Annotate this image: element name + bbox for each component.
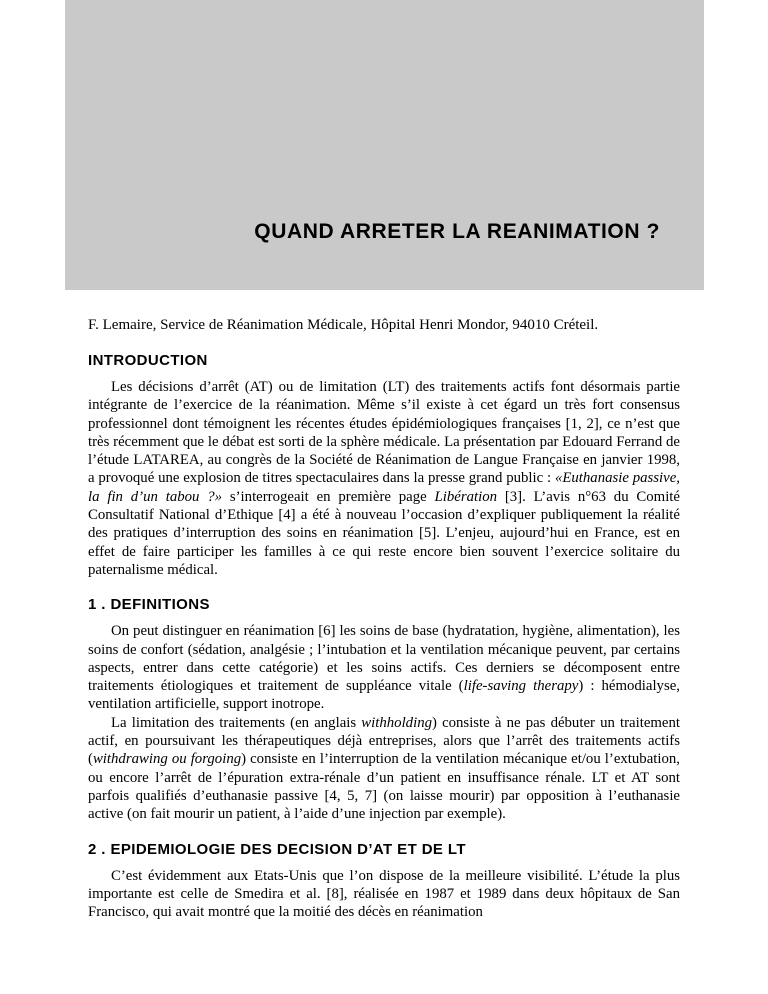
text-run: ) : hémodialyse, ventilation artificielle, support inotrope. [88,678,680,713]
page-content [88,290,680,921]
text-run: La limitation des traitements (en anglais [111,714,362,731]
text-run: ) consiste en l’interruption de la ventilation mécanique et/ou l’extubation, ou encore l’arrêt de l’épuration extra-rénale d’un patient en insuffisance rénale. LT et AT sont parfois qualifiés d’euthanasie passive [4, 5, 7] (on laisse mourir) par opposition à l’euthanasie active (on fait mourir un patient, à l’aide d’une injection par exemple). [88,751,680,823]
text-run-italic: Libération [434,488,497,505]
text-run-italic: «Euthanasie passive, la fin d’un tabou ?» [88,470,680,505]
document-title: QUAND ARRETER LA REANIMATION ? [254,220,660,243]
text-run: s’interrogeait en première page [222,488,435,505]
paragraph-definitions-2 [88,714,680,824]
section-heading-epidemiologie: 2 . EPIDEMIOLOGIE DES DECISION D’AT ET DE LT [88,840,466,858]
section-heading-definitions: 1 . DEFINITIONS [88,596,210,614]
text-run: ) consiste à ne pas débuter un traitement actif, en poursuivant les thérapeutiques déjà entreprises, alors que l’arrêt des traitements actifs ( [88,714,680,768]
paragraph-introduction [88,378,680,579]
text-run-italic: withdrawing ou forgoing [92,751,242,768]
section-heading-introduction: INTRODUCTION [88,352,208,369]
title-banner [65,0,704,290]
text-run: [3]. L’avis n°63 du Comité Consultatif National d’Ethique [4] a été à nouveau l’occasion d’expliquer publiquement la réalité des pratiques d’interruption des soins en réanimation [5]. L’enjeu, aujourd’hui en France, est en effet de faire participer les familles à ce qui reste encore bien souvent l’exercice solitaire du paternalisme médical. [88,488,680,578]
paragraph-epidemiologie [88,867,680,922]
paragraph-definitions-1 [88,622,680,713]
text-run-italic: life-saving therapy [463,678,579,695]
text-run: On peut distinguer en réanimation [6] les soins de base (hydratation, hygiène, alimentation), les soins de confort (sédation, analgésie ; l’intubation et la ventilation mécanique peuvent, par certains aspects, entrer dans cette catégorie) et les soins actifs. Ces derniers se décomposent entre traitements étiologiques et traitement de suppléance vitale ( [88,623,680,695]
text-run: Les décisions d’arrêt (AT) ou de limitation (LT) des traitements actifs font désormais partie intégrante de l’exercice de la réanimation. Même s’il existe à cet égard un très fort consensus professionnel dont témoignent les récentes études épidémiologiques françaises [1, 2], ce n’est que très récemment que le débat est sorti de la sphère médicale. La présentation par Edouard Ferrand de l’étude LATAREA, au congrès de la Société de Réanimation de Langue Française en janvier 1998, a provoqué une explosion de titres spectaculaires dans la presse grand public : [88,379,680,487]
text-run: C’est évidemment aux Etats-Unis que l’on dispose de la meilleure visibilité. L’étude la plus importante est celle de Smedira et al. [8], réalisée en 1987 et 1989 dans deux hôpitaux de San Francisco, qui avait montré que la moitié des décès en réanimation [88,867,680,921]
text-run-italic: withholding [361,714,432,731]
author-line: F. Lemaire, Service de Réanimation Médicale, Hôpital Henri Mondor, 94010 Créteil. [88,317,599,333]
